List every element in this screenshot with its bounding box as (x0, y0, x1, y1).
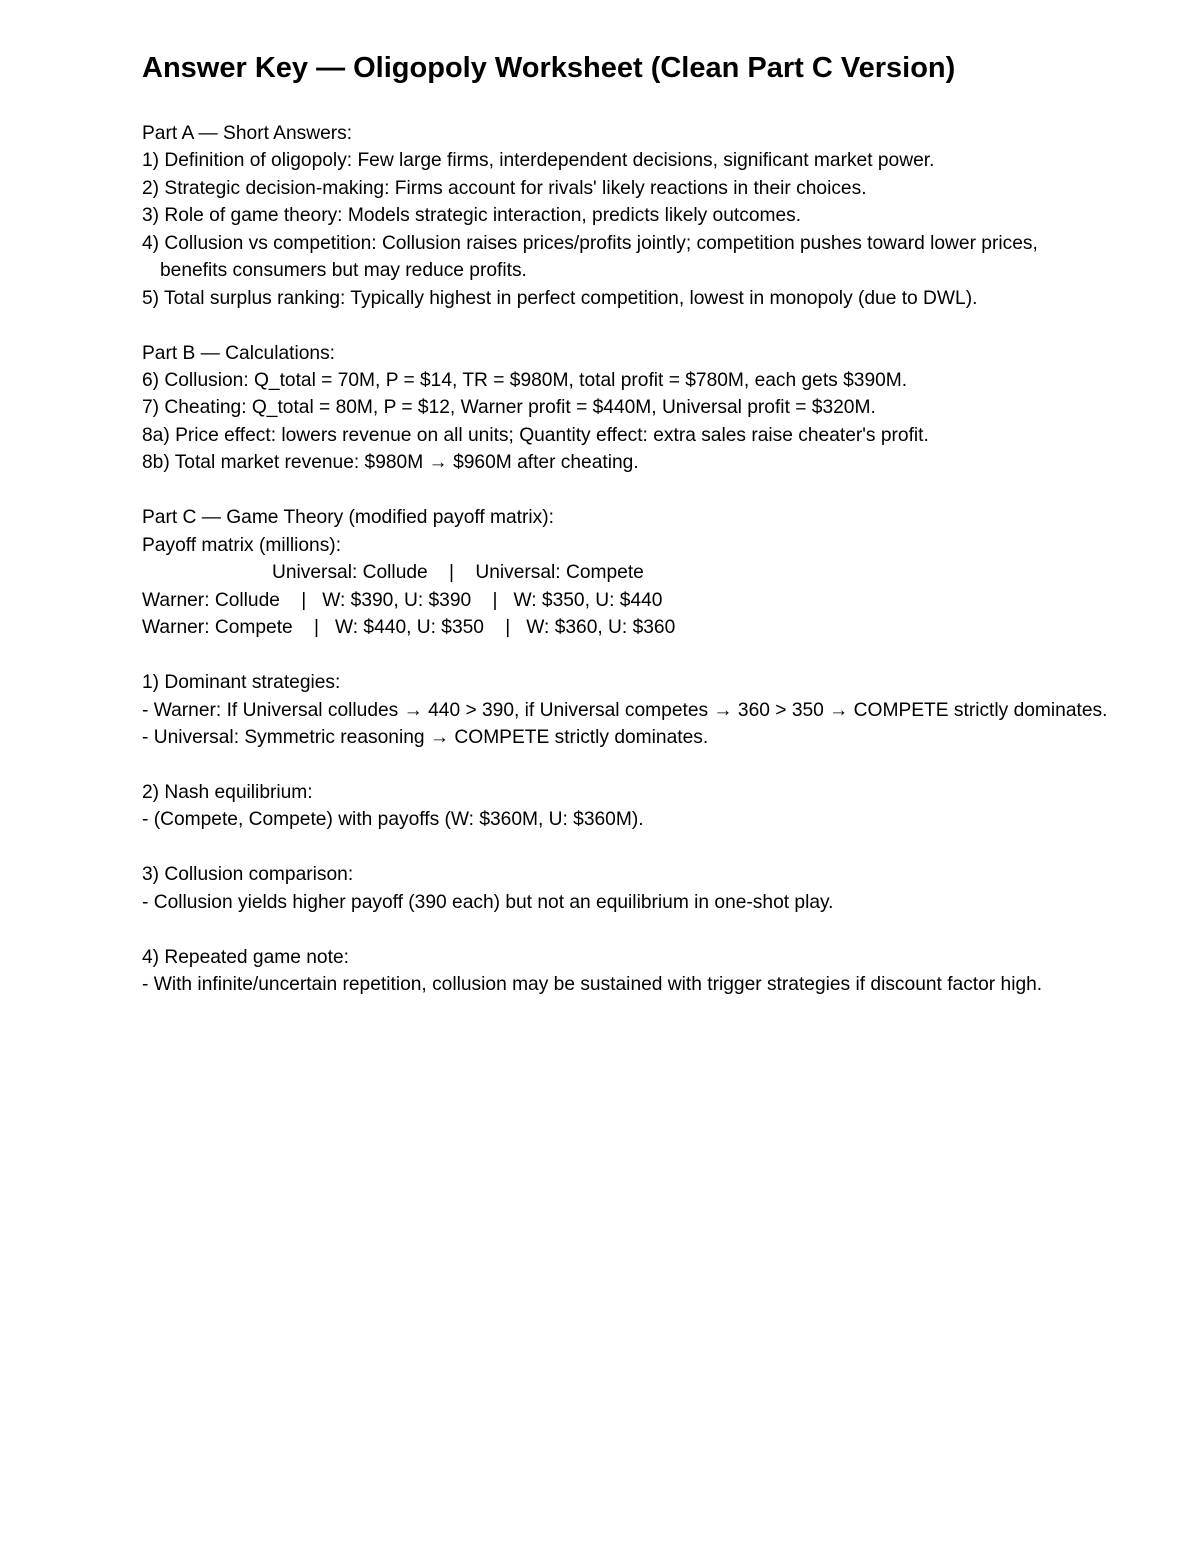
part-a-item-3: 3) Role of game theory: Models strategic interaction, predicts likely outcomes. (142, 205, 802, 226)
q1-line-universal: - Universal: Symmetric reasoning → COMPETE strictly dominates. (142, 727, 709, 748)
page-title: Answer Key — Oligopoly Worksheet (Clean Part C Version) (142, 52, 956, 84)
payoff-matrix-row-compete: Warner: Compete | W: $440, U: $350 | W: $360, U: $360 (142, 617, 676, 638)
payoff-matrix-label: Payoff matrix (millions): (142, 535, 342, 556)
q1-line-warner: - Warner: If Universal colludes → 440 > 390, if Universal competes → 360 > 350 → COMPETE strictly dominates. (142, 700, 1108, 721)
part-b-item-8b: 8b) Total market revenue: $980M → $960M after cheating. (142, 452, 639, 473)
part-c-heading: Part C — Game Theory (modified payoff matrix): (142, 507, 554, 528)
part-b-item-6: 6) Collusion: Q_total = 70M, P = $14, TR = $980M, total profit = $780M, each gets $390M. (142, 370, 908, 391)
payoff-matrix-header: Universal: Collude | Universal: Compete (272, 562, 644, 583)
q3-heading: 3) Collusion comparison: (142, 864, 354, 885)
q3-line: - Collusion yields higher payoff (390 each) but not an equilibrium in one-shot play. (142, 892, 834, 913)
part-a-item-4: 4) Collusion vs competition: Collusion raises prices/profits jointly; competition pushes toward lower prices, (142, 233, 1038, 254)
q2-line: - (Compete, Compete) with payoffs (W: $360M, U: $360M). (142, 809, 644, 830)
document-page (142, 0, 1200, 1553)
part-a-item-1: 1) Definition of oligopoly: Few large firms, interdependent decisions, significant market power. (142, 150, 935, 171)
q4-line: - With infinite/uncertain repetition, collusion may be sustained with trigger strategies if discount factor high. (142, 974, 1043, 995)
q1-heading: 1) Dominant strategies: (142, 672, 341, 693)
q4-heading: 4) Repeated game note: (142, 947, 349, 968)
part-b-heading: Part B — Calculations: (142, 343, 336, 364)
part-a-item-5: 5) Total surplus ranking: Typically highest in perfect competition, lowest in monopoly (due to DWL). (142, 288, 978, 309)
q2-heading: 2) Nash equilibrium: (142, 782, 313, 803)
part-b-item-7: 7) Cheating: Q_total = 80M, P = $12, Warner profit = $440M, Universal profit = $320M. (142, 397, 876, 418)
part-a-heading: Part A — Short Answers: (142, 123, 353, 144)
payoff-matrix-row-collude: Warner: Collude | W: $390, U: $390 | W: $350, U: $440 (142, 590, 663, 611)
part-a-item-4-cont: benefits consumers but may reduce profits. (160, 260, 527, 281)
part-b-item-8a: 8a) Price effect: lowers revenue on all units; Quantity effect: extra sales raise cheater's profit. (142, 425, 929, 446)
part-a-item-2: 2) Strategic decision-making: Firms account for rivals' likely reactions in their choices. (142, 178, 867, 199)
